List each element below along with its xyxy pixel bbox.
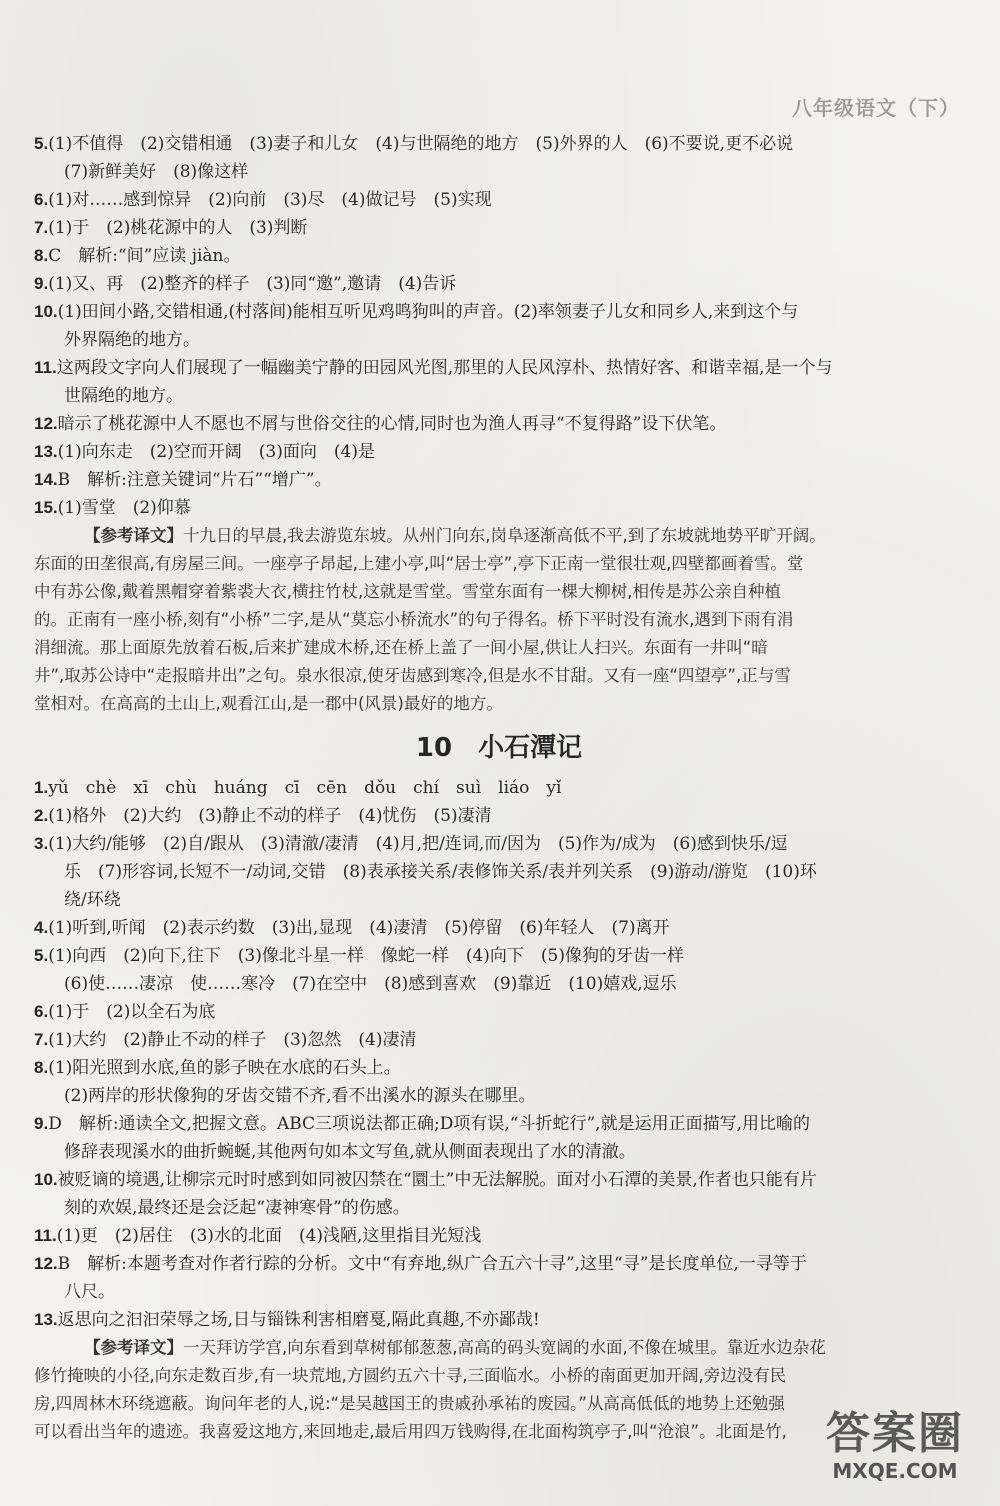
answer-number: 15. xyxy=(34,498,58,517)
answer-number: 13. xyxy=(34,442,58,461)
translation-line xyxy=(34,578,964,606)
answer-line xyxy=(34,1054,964,1082)
answer-text: 八尺。 xyxy=(64,1282,115,1302)
answer-line xyxy=(34,1306,964,1334)
answer-text: (1)格外 (2)大约 (3)静止不动的样子 (4)忧伤 (5)凄清 xyxy=(48,806,492,826)
answer-number: 5. xyxy=(34,946,49,965)
answer-text: (1)听到,听闻 (2)表示约数 (3)出,显现 (4)凄清 (5)停留 (6)年轻人 (7)离开 xyxy=(48,918,670,938)
answer-list-section-1 xyxy=(34,130,964,522)
answer-text: D 解析:通读全文,把握文意。ABC三项说法都正确;D项有误,“斗折蛇行”,就是运用正面描写,用比喻的 xyxy=(48,1114,810,1134)
answer-line xyxy=(34,802,964,830)
answer-line xyxy=(34,1166,964,1194)
answer-text: (1)阳光照到水底,鱼的影子映在水底的石头上。 xyxy=(48,1058,401,1078)
answer-text: (1)大约 (2)静止不动的样子 (3)忽然 (4)凄清 xyxy=(48,1030,417,1050)
answer-text: (1)向西 (2)向下,往下 (3)像北斗星一样 像蛇一样 (4)向下 (5)像狗的牙齿一样 xyxy=(48,946,684,966)
answer-text: (1)于 (2)桃花源中的人 (3)判断 xyxy=(48,218,308,238)
answer-number: 4. xyxy=(34,918,49,937)
answer-line xyxy=(34,858,964,886)
watermark-brand: 答案圈 xyxy=(826,1408,964,1459)
answer-line xyxy=(34,1138,964,1166)
translation-text: 修竹掩映的小径,向东走数百步,有一块荒地,方圆约五六十寻,三面临水。小桥的南面更加开阔,旁边没有民 xyxy=(34,1366,787,1385)
answer-line xyxy=(34,1082,964,1110)
answer-number: 11. xyxy=(34,358,57,377)
answer-line xyxy=(34,830,964,858)
translation-line xyxy=(34,1362,964,1390)
answer-text: yǔ chè xī chù huáng cī cēn dǒu chí suì liáo yǐ xyxy=(48,778,562,798)
translation-text: 中有苏公像,戴着黑帽穿着紫裘大衣,横拄竹杖,这就是雪堂。雪堂东面有一棵大柳树,相传是苏公亲自种植 xyxy=(34,582,781,601)
answer-content xyxy=(34,130,964,1446)
answer-text: (6)使……凄凉 使……寒冷 (7)在空中 (8)感到喜欢 (9)靠近 (10)嬉戏,逗乐 xyxy=(64,974,677,994)
answer-text: (1)雪堂 (2)仰慕 xyxy=(57,498,191,518)
translation-line xyxy=(34,690,964,718)
answer-text: 返思向之汩汩荣辱之场,日与锱铢利害相磨戛,隔此真趣,不亦鄙哉! xyxy=(57,1310,540,1330)
answer-line xyxy=(34,1194,964,1222)
page-header: 八年级语文（下） xyxy=(792,96,960,120)
answer-text: C 解析:“间”应读 jiàn。 xyxy=(48,246,241,266)
answer-text: 乐 (7)形容词,长短不一/动词,交错 (8)表承接关系/表修饰关系/表并列关系 (9)游动/游览 (10)环 xyxy=(64,862,817,882)
answer-number: 5. xyxy=(34,134,49,153)
answer-text: (1)田间小路,交错相通,(村落间)能相互听见鸡鸣狗叫的声音。(2)率领妻子儿女和同乡人,来到这个与 xyxy=(57,302,799,322)
answer-number: 10. xyxy=(34,302,58,321)
answer-number: 11. xyxy=(34,1226,57,1245)
answer-line xyxy=(34,270,964,298)
section-title: 10 小石潭记 xyxy=(415,733,583,763)
answer-line xyxy=(34,914,964,942)
answer-text: (1)不值得 (2)交错相通 (3)妻子和儿女 (4)与世隔绝的地方 (5)外界的人 (6)不要说,更不必说 xyxy=(48,134,794,154)
answer-text: 被贬谪的境遇,让柳宗元时时感到如同被囚禁在“圜土”中无法解脱。面对小石潭的美景,作者也只能有片 xyxy=(57,1170,817,1190)
answer-text: 暗示了桃花源中人不愿也不屑与世俗交往的心情,同时也为渔人再寻“不复得路”设下伏笔。 xyxy=(57,414,727,434)
translation-text: 可以看出当年的遗迹。我喜爱这地方,来回地走,最后用四万钱购得,在北面构筑亭子,叫“沧浪”。北面是竹, xyxy=(34,1422,787,1441)
answer-line xyxy=(34,410,964,438)
answer-number: 7. xyxy=(34,218,49,237)
answer-number: 10. xyxy=(34,1170,58,1189)
translation-line xyxy=(34,550,964,578)
answer-number: 8. xyxy=(34,246,49,265)
answer-line xyxy=(34,970,964,998)
answer-number: 12. xyxy=(34,414,58,433)
translation-text: 堂相对。在高高的土山上,观看江山,是一郡中(风景)最好的地方。 xyxy=(34,694,503,713)
answer-number: 3. xyxy=(34,834,49,853)
answer-number: 6. xyxy=(34,190,49,209)
answer-line xyxy=(34,1110,964,1138)
translation-text: 的。正南有一座小桥,刻有“小桥”二字,是从“莫忘小桥流水”的句子得名。桥下平时没有流水,遇到下雨有涓 xyxy=(34,610,794,629)
answer-line xyxy=(34,298,964,326)
answer-text: 外界隔绝的地方。 xyxy=(64,330,200,350)
reference-label: 【参考译文】 xyxy=(84,526,183,545)
answer-line xyxy=(34,438,964,466)
answer-line xyxy=(34,1026,964,1054)
answer-line xyxy=(34,998,964,1026)
answer-line xyxy=(34,158,964,186)
answer-number: 6. xyxy=(34,1002,49,1021)
translation-line xyxy=(34,1334,964,1362)
answer-number: 12. xyxy=(34,1254,58,1273)
answer-text: 这两段文字向人们展现了一幅幽美宁静的田园风光图,那里的人民风淳朴、热情好客、和谐幸福,是一个与 xyxy=(56,358,833,378)
answer-line xyxy=(34,1278,964,1306)
answer-line xyxy=(34,774,964,802)
reference-translation-1 xyxy=(34,522,964,718)
answer-line xyxy=(34,942,964,970)
reference-label: 【参考译文】 xyxy=(84,1338,183,1357)
answer-number: 1. xyxy=(34,778,49,797)
translation-line xyxy=(34,634,964,662)
translation-text: 十九日的早晨,我去游览东坡。从州门向东,岗阜逐渐高低不平,到了东坡就地势平旷开阔。 xyxy=(183,526,826,545)
translation-text: 一天拜访学宫,向东看到草树郁郁葱葱,高高的码头宽阔的水面,不像在城里。靠近水边杂花 xyxy=(183,1338,826,1357)
answer-line xyxy=(34,1250,964,1278)
translation-text: 东面的田垄很高,有房屋三间。一座亭子昂起,上建小亭,叫“居士亭”,亭下正南一堂很壮观,四壁都画着雪。堂 xyxy=(34,554,804,573)
answer-text: (2)两岸的形状像狗的牙齿交错不齐,看不出溪水的源头在哪里。 xyxy=(64,1086,536,1106)
translation-text: 井”,取苏公诗中“走报暗井出”之句。泉水很凉,使牙齿感到寒冷,但是水不甘甜。又有一座“四望亭”,正与雪 xyxy=(34,666,791,685)
answer-number: 14. xyxy=(34,470,58,489)
answer-text: (1)于 (2)以全石为底 xyxy=(48,1002,216,1022)
answer-list-section-2 xyxy=(34,774,964,1334)
answer-number: 9. xyxy=(34,1114,49,1133)
answer-text: (1)向东走 (2)空而开阔 (3)面向 (4)是 xyxy=(57,442,375,462)
watermark-url: MXQE.COM xyxy=(832,1459,958,1483)
answer-text: (1)大约/能够 (2)自/跟从 (3)清澈/凄清 (4)月,把/连词,而/因为 (5)作为/成为 (6)感到快乐/逗 xyxy=(48,834,788,854)
answer-text: (7)新鲜美好 (8)像这样 xyxy=(64,162,249,182)
answer-number: 8. xyxy=(34,1058,49,1077)
answer-number: 13. xyxy=(34,1310,58,1329)
answer-text: 世隔绝的地方。 xyxy=(64,386,183,406)
watermark-logo xyxy=(810,1408,980,1488)
answer-line xyxy=(34,494,964,522)
answer-text: B 解析:本题考查对作者行踪的分析。文中“有弃地,纵广合五六十寻”,这里“寻”是长度单位,一寻等于 xyxy=(57,1254,807,1274)
answer-line xyxy=(34,186,964,214)
answer-line xyxy=(34,242,964,270)
answer-text: (1)更 (2)居住 (3)水的北面 (4)浅陋,这里指目光短浅 xyxy=(56,1226,482,1246)
answer-text: 绕/环绕 xyxy=(64,890,121,910)
translation-text: 房,四周林木环绕遮蔽。询问年老的人,说:“是吴越国王的贵戚孙承祐的废园。”从高高低低的地势上还勉强 xyxy=(34,1394,785,1413)
answer-line xyxy=(34,1222,964,1250)
answer-line xyxy=(34,382,964,410)
translation-line xyxy=(34,606,964,634)
answer-line xyxy=(34,130,964,158)
answer-text: B 解析:注意关键词“片石”“增广”。 xyxy=(57,470,332,490)
answer-text: (1)又、再 (2)整齐的样子 (3)同“邀”,邀请 (4)告诉 xyxy=(48,274,457,294)
translation-text: 涓细流。那上面原先放着石板,后来扩建成木桥,还在桥上盖了一间小屋,供让人扫兴。东面有一井叫“暗 xyxy=(34,638,768,657)
answer-line xyxy=(34,354,964,382)
answer-line xyxy=(34,886,964,914)
answer-line xyxy=(34,466,964,494)
answer-text: 修辞表现溪水的曲折蜿蜒,其他两句如本文写鱼,就从侧面表现出了水的清澈。 xyxy=(64,1142,636,1162)
answer-text: 刻的欢娱,最终还是会泛起“凄神寒骨”的伤感。 xyxy=(64,1198,410,1218)
translation-line xyxy=(34,662,964,690)
answer-line xyxy=(34,326,964,354)
answer-number: 2. xyxy=(34,806,49,825)
answer-line xyxy=(34,214,964,242)
translation-line xyxy=(34,522,964,550)
answer-number: 7. xyxy=(34,1030,49,1049)
answer-number: 9. xyxy=(34,274,49,293)
answer-text: (1)对……感到惊异 (2)向前 (3)尽 (4)做记号 (5)实现 xyxy=(48,190,492,210)
